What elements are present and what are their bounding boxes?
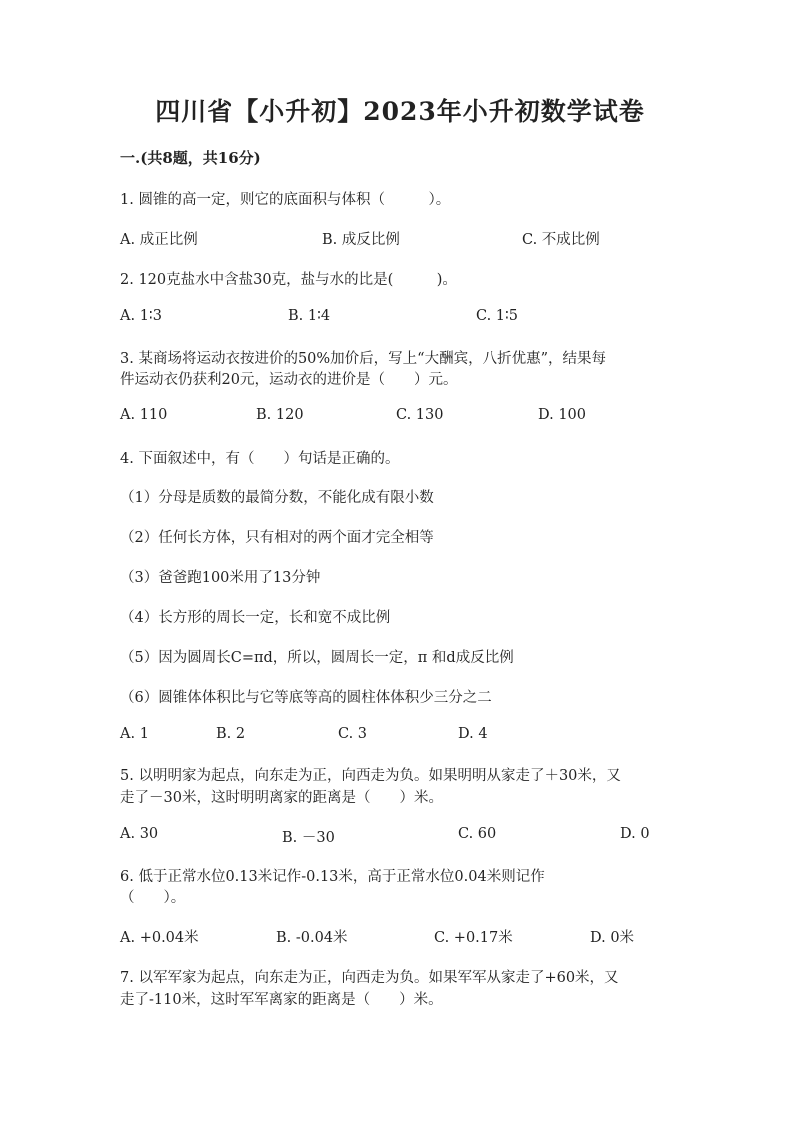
option-b: B. 成反比例 xyxy=(322,232,400,248)
statement-5: （5）因为圆周长C=πd，所以，圆周长一定，π 和d成反比例 xyxy=(120,650,514,666)
option-d: D. 0米 xyxy=(590,930,635,946)
statement-4: （4）长方形的周长一定，长和宽不成比例 xyxy=(120,610,391,626)
option-a: A. 1∶3 xyxy=(120,308,162,324)
question-5-options xyxy=(120,826,680,848)
question-2-options xyxy=(120,308,680,330)
question-6-line-2: （ ）。 xyxy=(120,890,186,906)
question-6-line-1: 6. 低于正常水位0.13米记作-0.13米，高于正常水位0.04米则记作 xyxy=(120,869,545,885)
option-c: C. +0.17米 xyxy=(434,930,513,946)
option-a: A. 1 xyxy=(120,726,149,742)
question-3-options xyxy=(120,407,680,429)
option-b: B. 1∶4 xyxy=(288,308,331,324)
question-1-text: 1. 圆锥的高一定，则它的底面积与体积（ ）。 xyxy=(120,192,451,208)
question-7-line-2: 走了-110米，这时军军离家的距离是（ ）米。 xyxy=(120,992,443,1008)
option-d: D. 4 xyxy=(458,726,488,742)
option-b: B. －30 xyxy=(282,830,335,846)
section-header: 一.(共8题，共16分) xyxy=(120,149,261,167)
question-3-line-2: 件运动衣仍获利20元，运动衣的进价是（ ）元。 xyxy=(120,372,458,388)
statement-3: （3）爸爸跑100米用了13分钟 xyxy=(120,570,321,586)
option-b: B. 2 xyxy=(216,726,246,742)
option-d: D. 100 xyxy=(538,407,587,423)
option-c: C. 1∶5 xyxy=(476,308,519,324)
question-4-options xyxy=(120,726,680,748)
page-title: 四川省【小升初】2023年小升初数学试卷 xyxy=(155,97,645,126)
option-b: B. 120 xyxy=(256,407,304,423)
statement-6: （6）圆锥体体积比与它等底等高的圆柱体体积少三分之二 xyxy=(120,690,492,706)
question-1-options xyxy=(120,228,680,250)
question-7-line-1: 7. 以军军家为起点，向东走为正，向西走为负。如果军军从家走了+60米，又 xyxy=(120,970,619,986)
option-b: B. -0.04米 xyxy=(276,930,348,946)
statement-1: （1）分母是质数的最简分数，不能化成有限小数 xyxy=(120,490,434,506)
option-c: C. 3 xyxy=(338,726,368,742)
question-6-options xyxy=(120,926,680,948)
option-c: C. 不成比例 xyxy=(522,232,600,248)
question-4-text: 4. 下面叙述中，有（ ）句话是正确的。 xyxy=(120,451,400,467)
question-5-line-2: 走了－30米，这时明明离家的距离是（ ）米。 xyxy=(120,790,443,806)
option-d: D. 0 xyxy=(620,826,650,842)
question-5-line-1: 5. 以明明家为起点，向东走为正，向西走为负。如果明明从家走了＋30米，又 xyxy=(120,768,621,784)
option-a: A. 30 xyxy=(120,826,159,842)
option-a: A. 110 xyxy=(120,407,168,423)
question-3-line-1: 3. 某商场将运动衣按进价的50%加价后，写上“大酬宾，八折优惠”，结果每 xyxy=(120,351,606,367)
question-2-text: 2. 120克盐水中含盐30克，盐与水的比是( )。 xyxy=(120,272,457,288)
statement-2: （2）任何长方体，只有相对的两个面才完全相等 xyxy=(120,530,434,546)
option-c: C. 130 xyxy=(396,407,444,423)
option-a: A. +0.04米 xyxy=(120,930,199,946)
option-c: C. 60 xyxy=(458,826,497,842)
option-a: A. 成正比例 xyxy=(120,232,198,248)
